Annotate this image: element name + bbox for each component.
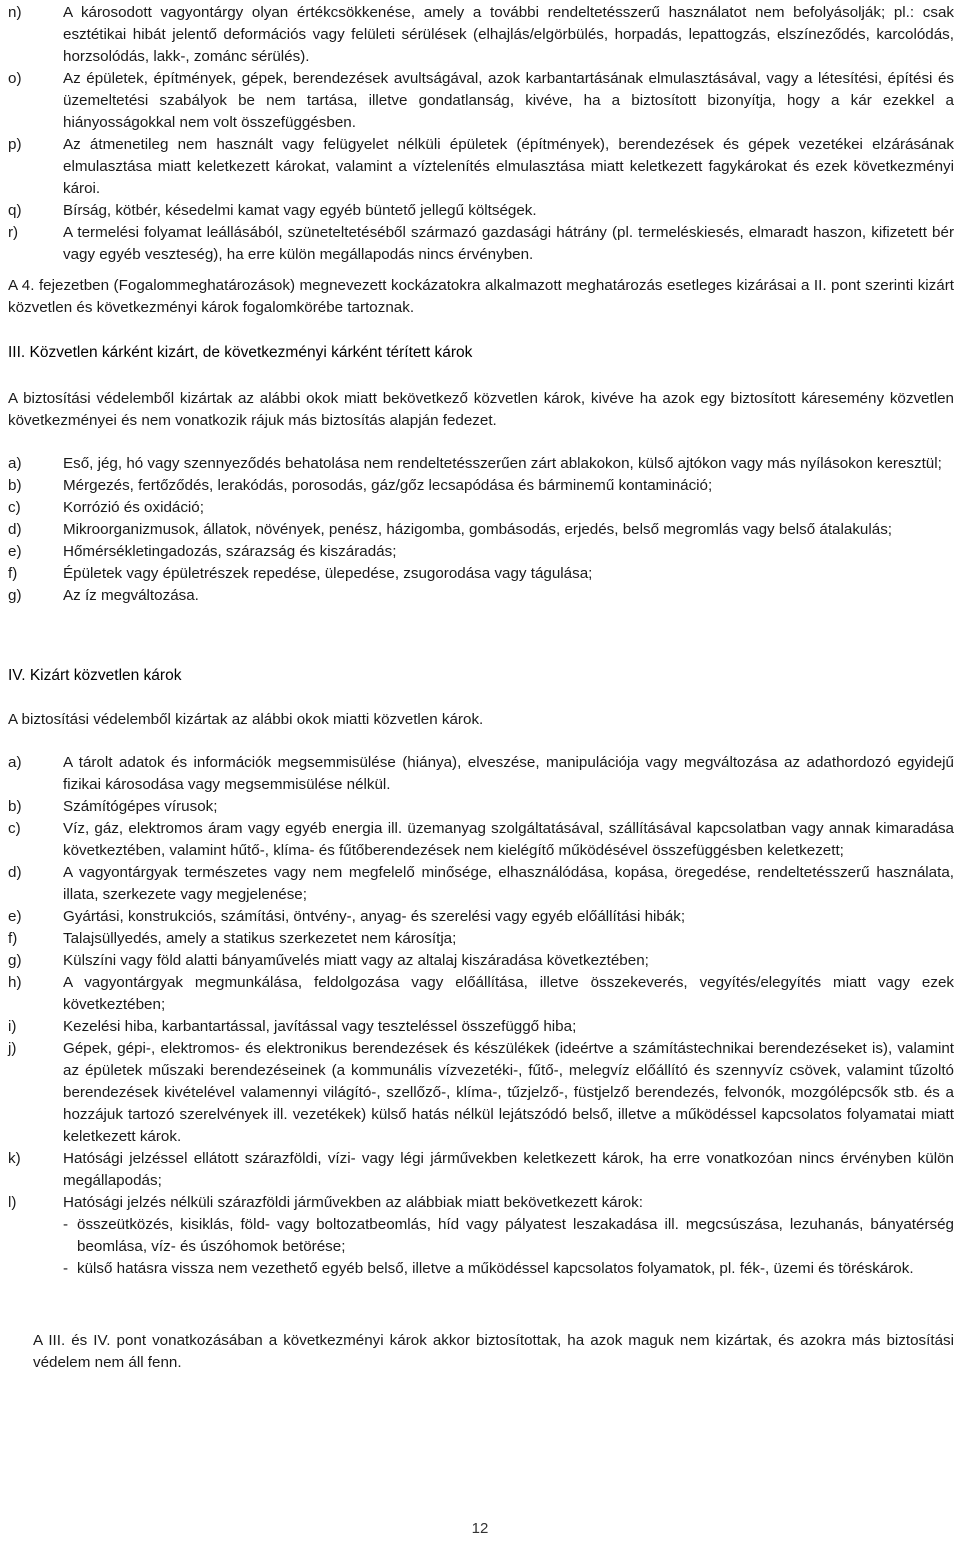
heading-title: Kizárt közvetlen károk [29,667,182,684]
item-label: c) [8,820,21,837]
item-text: Az épületek, építmények, gépek, berendezések avultságával, azok karbantartásának elmulasztásával, vagy a létesítési, építési és üzemeltetési szabályok be nem tartása, illetve gondatlanság, kivéve, ha a biztosított bizonyítja, hogy a kár ezekkel a hiányosságokkal nem volt összefüggésben. [63,70,954,131]
item-text: A károsodott vagyontárgy olyan értékcsökkenése, amely a további rendeltetésszerű használatot nem befolyásolják; pl.: csak esztétikai hibát jelentő deformációs vagy felületi sérülések (elhajlás/elgörbülés, horpadás, lepattogzás, elszíneződés, karcolódás, horzsolódás, lakk-, zománc sérülés). [63,4,954,65]
list-item [8,1148,954,1192]
item-text: Külszíni vagy föld alatti bányaművelés miatt vagy az altalaj kiszáradása következtében; [63,952,649,969]
dash-text: külső hatásra vissza nem vezethető egyéb belső, illetve a működéssel kapcsolatos folyamatok, pl. fék-, üzemi és töréskárok. [77,1260,914,1277]
item-label: g) [8,952,22,969]
list-top [8,2,954,266]
item-text: Bírság, kötbér, késedelmi kamat vagy egyéb büntető jellegű költségek. [63,202,537,219]
item-label: q) [8,202,22,219]
list-iv [8,752,954,1280]
dash-item [63,1214,954,1258]
list-item [8,796,954,818]
list-item [8,68,954,134]
list-item [8,906,954,928]
item-label: r) [8,224,19,241]
item-label: b) [8,798,22,815]
item-text: Hatósági jelzés nélküli szárazföldi járművekben az alábbiak miatt bekövetkezett károk: [63,1194,643,1211]
list-item [8,563,954,585]
item-text: Az íz megváltozása. [63,587,199,604]
item-label: e) [8,908,22,925]
item-label: f) [8,565,18,582]
list-item [8,497,954,519]
paragraph-definitions: A 4. fejezetben (Fogalommeghatározások) megnevezett kockázatokra alkalmazott meghatározás esetleges kizárásai a II. pont szerinti kizárt közvetlen és következményi károk fogalomkörébe tartoznak. [8,277,954,316]
list-item [8,453,954,475]
heading-number: III. [8,344,26,361]
heading-number: IV. [8,667,26,684]
item-body [63,1192,954,1280]
paragraph-closing: A III. és IV. pont vonatkozásában a következményi károk akkor biztosítottak, ha azok maguk nem kizártak, és azokra más biztosítási védelem nem áll fenn. [33,1332,954,1371]
item-label: d) [8,521,22,538]
item-label: a) [8,455,22,472]
item-text: Az átmenetileg nem használt vagy felügyelet nélküli épületek (építmények), berendezések és gépek vezetékei elzárásának elmulasztása miatt keletkezett károkat, valamint a víztelenítés elmulasztása miatt keletkezett fagykárokat és ezek következményi károi. [63,136,954,197]
item-text: A tárolt adatok és információk megsemmisülése (hiánya), elveszése, manipulációja vagy megváltozása az adathordozó egyidejű fizikai károsodása vagy megsemmisülése nélkül. [63,754,954,793]
item-label: g) [8,587,22,604]
item-text: Mérgezés, fertőződés, lerakódás, porosodás, gáz/gőz lecsapódása és bárminemű kontamináció; [63,477,713,494]
list-item [8,519,954,541]
paragraph-iv-intro: A biztosítási védelemből kizártak az alábbi okok miatti közvetlen károk. [8,711,484,728]
list-item [8,1192,954,1280]
list-item [8,585,954,607]
item-label: o) [8,70,22,87]
item-text: Hőmérsékletingadozás, szárazság és kiszáradás; [63,543,397,560]
item-label: c) [8,499,21,516]
item-label: h) [8,974,22,991]
item-text: Eső, jég, hó vagy szennyeződés behatolása nem rendeltetésszerűen zárt ablakokon, külső ajtókon vagy más nyílásokon keresztül; [63,455,942,472]
list-item [8,2,954,68]
dash-marker: - [63,1260,69,1277]
dash-text: összeütközés, kisiklás, föld- vagy boltozatbeomlás, híd vagy pályatest leszakadása ill. megcsúszása, lezuhanás, bányatérség beomlása, víz- és úszóhomok betörése; [77,1216,954,1255]
item-text: Talajsüllyedés, amely a statikus szerkezetet nem károsítja; [63,930,457,947]
item-label: a) [8,754,22,771]
list-item [8,862,954,906]
item-text: A vagyontárgyak megmunkálása, feldolgozása vagy előállítása, illetve összekeverés, vegyítés/elegyítés miatt vagy ezek következtében; [63,974,954,1013]
page-number: 12 [471,1520,489,1537]
dash-marker: - [63,1216,69,1233]
heading-title: Közvetlen kárként kizárt, de következményi kárként térített károk [29,344,473,361]
list-item [8,1016,954,1038]
section-heading-iv [8,665,954,687]
list-item [8,222,954,266]
list-item [8,950,954,972]
item-text: Gyártási, konstrukciós, számítási, öntvény-, anyag- és szerelési vagy egyéb előállítási hibák; [63,908,686,925]
item-label: l) [8,1194,17,1211]
item-label: f) [8,930,18,947]
item-text: A termelési folyamat leállásából, szüneteltetéséből származó gazdasági hátrány (pl. termeléskiesés, elmaradt haszon, kifizetett bér vagy egyéb veszteség), ha erre külön megállapodás nincs érvényben. [63,224,954,263]
dash-item [63,1258,954,1280]
list-item [8,752,954,796]
list-item [8,541,954,563]
item-text: Épületek vagy épületrészek repedése, ülepedése, zsugorodása vagy tágulása; [63,565,593,582]
list-item [8,134,954,200]
item-label: j) [8,1040,17,1057]
item-label: b) [8,477,22,494]
item-label: p) [8,136,22,153]
item-label: n) [8,4,22,21]
item-text: Gépek, gépi-, elektromos- és elektronikus berendezések és készülékek (ideértve a számítástechnikai berendezéseket is), valamint az épületek műszaki berendezéseinek (a kommunális vízvezetéki-, fűtő-, melegvíz előállító és szennyvíz csövek, valamint tűzoltó berendezések kivételével valamennyi világító-, szellőző-, klíma-, tűzjelző-, füstjelző berendezés, felvonók, mozgólépcsők stb. és a hozzájuk tartozó szerelvények ill. vezetékek) külső hatás nélkül lejátszódó belső, illetve a működéssel kapcsolatos folyamatai miatt keletkezett károk. [63,1040,954,1145]
list-item [8,475,954,497]
list-item [8,200,954,222]
list-iii [8,453,954,607]
list-item [8,1038,954,1148]
item-label: k) [8,1150,21,1167]
list-item [8,818,954,862]
item-text: Víz, gáz, elektromos áram vagy egyéb energia ill. üzemanyag szolgáltatásával, szállításával kapcsolatban vagy annak kimaradása következtében, valamint hűtő-, klíma- és fűtőberendezések nem kielégítő működésével összefüggésben keletkezett; [63,820,954,859]
paragraph-iii-intro: A biztosítási védelemből kizártak az alábbi okok miatt bekövetkező közvetlen károk, kivéve ha azok egy biztosított káresemény közvetlen következményei és nem vonatkozik rájuk más biztosítás alapján fedezet. [8,390,954,429]
section-heading-iii [8,342,954,364]
item-text: Korrózió és oxidáció; [63,499,204,516]
item-label: d) [8,864,22,881]
item-label: i) [8,1018,17,1035]
item-text: Hatósági jelzéssel ellátott szárazföldi, vízi- vagy légi járművekben keletkezett károk, ha erre vonatkozóan nincs érvényben külön megállapodás; [63,1150,954,1189]
item-text: Számítógépes vírusok; [63,798,218,815]
item-text: Mikroorganizmusok, állatok, növények, penész, házigomba, gombásodás, erjedés, belső megromlás vagy belső átalakulás; [63,521,893,538]
item-label: e) [8,543,22,560]
list-item [8,972,954,1016]
list-item [8,928,954,950]
item-text: A vagyontárgyak természetes vagy nem megfelelő minősége, elhasználódása, kopása, öregedése, rendeltetésszerű használata, illata, szerkezete vagy megjelenése; [63,864,954,903]
item-text: Kezelési hiba, karbantartással, javítással vagy teszteléssel összefüggő hiba; [63,1018,577,1035]
